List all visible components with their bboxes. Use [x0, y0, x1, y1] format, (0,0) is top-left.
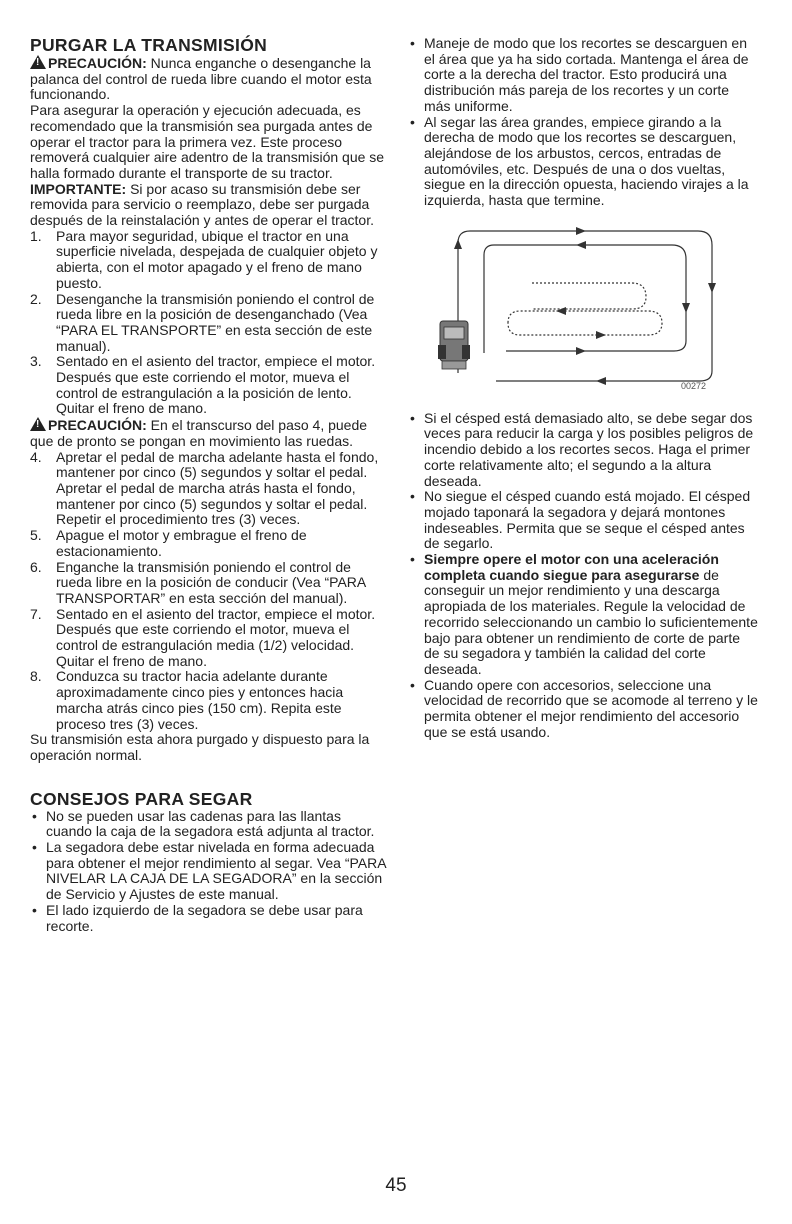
step-number: 6.	[30, 558, 42, 575]
bold-bullet-strong: Siempre opere el motor con una aceleración completa cuando siegue para asegurarse	[424, 551, 719, 583]
bullet-item: • La segadora debe estar nivelada en forma adecuada para obtener el mejor rendimiento al segar. Vea “PARA NIVELAR LA CAJA DE LA SEGADORA” en la sección de Servicio y Ajustes de este manual.	[30, 840, 388, 903]
important-label: IMPORTANTE:	[30, 180, 127, 197]
step-number: 3.	[30, 353, 42, 370]
arrow-right-icon	[596, 331, 606, 339]
warning-icon	[30, 55, 46, 69]
inner-path-line	[508, 311, 662, 335]
bullet-item: • No se pueden usar las cadenas para las llantas cuando la caja de la segadora está adjunta al tractor.	[30, 809, 388, 840]
tractor-icon	[438, 321, 470, 369]
step-number: 1.	[30, 227, 42, 244]
caution-label-1: PRECAUCIÓN:	[48, 55, 147, 71]
consejos-list-left	[30, 809, 388, 935]
caution-text-2: En el transcurso del paso 4, puede que de pronto se pongan en movimiento las ruedas.	[30, 417, 368, 449]
bullet-item-bold	[408, 552, 758, 678]
closing-paragraph: Su transmisión esta ahora purgado y dispuesto para la operación normal.	[30, 731, 370, 763]
step-item	[30, 669, 388, 732]
bullet-item: • El lado izquierdo de la segadora se debe usar para recorte.	[30, 903, 388, 934]
right-column	[408, 36, 758, 741]
left-column	[30, 36, 388, 934]
steps-list-b	[30, 450, 388, 733]
arrow-down-icon	[708, 283, 716, 293]
steps-list-a	[30, 229, 388, 417]
bullet-item: • Si el césped está demasiado alto, se debe segar dos veces para reducir la carga y los posibles peligros de incendio debido a los recortes secos. Haga el primer corte relativamente alto; el segundo a la altura deseada.	[408, 411, 758, 490]
step-item	[30, 450, 388, 529]
bullet-item: • Maneje de modo que los recortes se descarguen en el área que ya ha sido cortada. Mantenga el área de corte a la derecha del tractor. Esto producirá una distribución más pareja de los recortes y un corte más uniforme.	[408, 36, 758, 115]
step-number: 7.	[30, 605, 42, 622]
caution-label-2: PRECAUCIÓN:	[48, 417, 147, 434]
step-number: 2.	[30, 290, 42, 307]
arrow-down-icon	[682, 303, 690, 313]
step-item	[30, 354, 388, 417]
step-number: 4.	[30, 448, 42, 465]
arrow-right-icon	[576, 347, 586, 355]
important-text: Si por acaso su transmisión debe ser removida para servicio o reemplazo, debe ser purgada después de la reinstalación y antes de operar el tractor.	[30, 180, 374, 229]
mowing-pattern-svg	[436, 223, 736, 393]
bold-bullet-rest: de conseguir un mejor rendimiento y una descarga apropiada de los materiales. Regule la velocidad de recorrido seleccionando un cambio lo suficientemente bajo para obtener un rendimiento de corte de parte de su segadora y también la calidad del corte deseada.	[424, 566, 758, 677]
step-text: Apague el motor y embrague el freno de estacionamiento.	[56, 527, 307, 559]
step-text: Enganche la transmisión poniendo el control de rueda libre en la posición de conducir (Vea “PARA TRANSPORTAR” en esta sección del manual).	[56, 558, 366, 606]
step-text: Apretar el pedal de marcha adelante hasta el fondo, mantener por cinco (5) segundos y soltar el pedal. Apretar el pedal de marcha atrás hasta el fondo, mantener por cinco (5) segundos y soltar el pedal. Repetir el procedimiento tres (3) veces.	[56, 448, 379, 528]
step-item	[30, 528, 388, 559]
page-number: 45	[385, 1175, 407, 1196]
arrow-up-icon	[454, 239, 462, 249]
warning-icon	[30, 417, 46, 431]
bullet-item: • No siegue el césped cuando está mojado. El césped mojado taponará la segadora y dejará montones indeseables. Permita que se seque el césped antes de segarlo.	[408, 489, 758, 552]
step-text: Sentado en el asiento del tractor, empiece el motor. Después que este corriendo el motor, mueva el control de estrangulación media (1/2) velocidad. Quitar el freno de mano.	[56, 605, 376, 669]
intro-paragraph: Para asegurar la operación y ejecución adecuada, es recomendado que la transmisión sea purgada antes de operar el tractor para la primera vez. Este proceso removerá cualquier aire adentro de la transmisión que se halla formado durante el transporte de su tractor.	[30, 102, 385, 181]
step-text: Para mayor seguridad, ubique el tractor en una superficie nivelada, despejada de cualquier objeto y abierta, con el motor apagado y el freno de mano puesto.	[56, 227, 378, 291]
step-number: 8.	[30, 668, 42, 685]
arrow-left-icon	[596, 377, 606, 385]
arrow-right-icon	[576, 227, 586, 235]
step-item	[30, 607, 388, 670]
bullet-item: • Al segar las área grandes, empiece girando a la derecha de modo que los recortes se descarguen, alejándose de los arbustos, cercos, entradas de automóviles, etc. Después de una o dos vueltas, siegue en la dirección opuesta, haciendo virajes a la izquierda, hasta que termine.	[408, 115, 758, 209]
caution-text-1: Nunca enganche o desenganche la palanca del control de rueda libre cuando el motor esta funcionando.	[30, 55, 372, 103]
arrow-left-icon	[576, 241, 586, 249]
step-number: 5.	[30, 527, 42, 544]
important-paragraph	[30, 182, 388, 229]
center-path-line	[532, 283, 646, 309]
step-item	[30, 292, 388, 355]
step-text: Sentado en el asiento del tractor, empiece el motor. Después que este corriendo el motor, mueva el control de estrangulación a la posición de lento. Quitar el freno de mano.	[56, 353, 376, 417]
caution-paragraph-2	[30, 417, 388, 449]
mowing-pattern-diagram	[436, 223, 736, 393]
step-text: Desenganche la transmisión poniendo el control de rueda libre en la posición de desenganchado (Vea “PARA EL TRANSPORTE” en esta sección de este manual).	[56, 290, 375, 354]
purgar-heading: PURGAR LA TRANSMISIÓN	[30, 35, 268, 55]
middle-path-line	[484, 245, 686, 353]
consejos-list-right-bottom	[408, 411, 758, 741]
consejos-list-right-top	[408, 36, 758, 209]
step-text: Conduzca su tractor hacia adelante durante aproximadamente cinco pies y entonces hacia marcha atrás cinco pies (150 cm). Repita este proceso tres (3) veces.	[56, 668, 344, 732]
step-item	[30, 560, 388, 607]
bullet-item: • Cuando opere con accesorios, seleccione una velocidad de recorrido que se acomode al terreno y le permita obtener el mejor rendimiento del accesorio que se está usando.	[408, 678, 758, 741]
consejos-heading: CONSEJOS PARA SEGAR	[30, 788, 253, 809]
outer-path-line	[458, 231, 712, 381]
arrow-left-icon	[556, 307, 566, 315]
figure-number: 00272	[680, 381, 706, 392]
caution-paragraph-1	[30, 55, 388, 103]
step-item	[30, 229, 388, 292]
